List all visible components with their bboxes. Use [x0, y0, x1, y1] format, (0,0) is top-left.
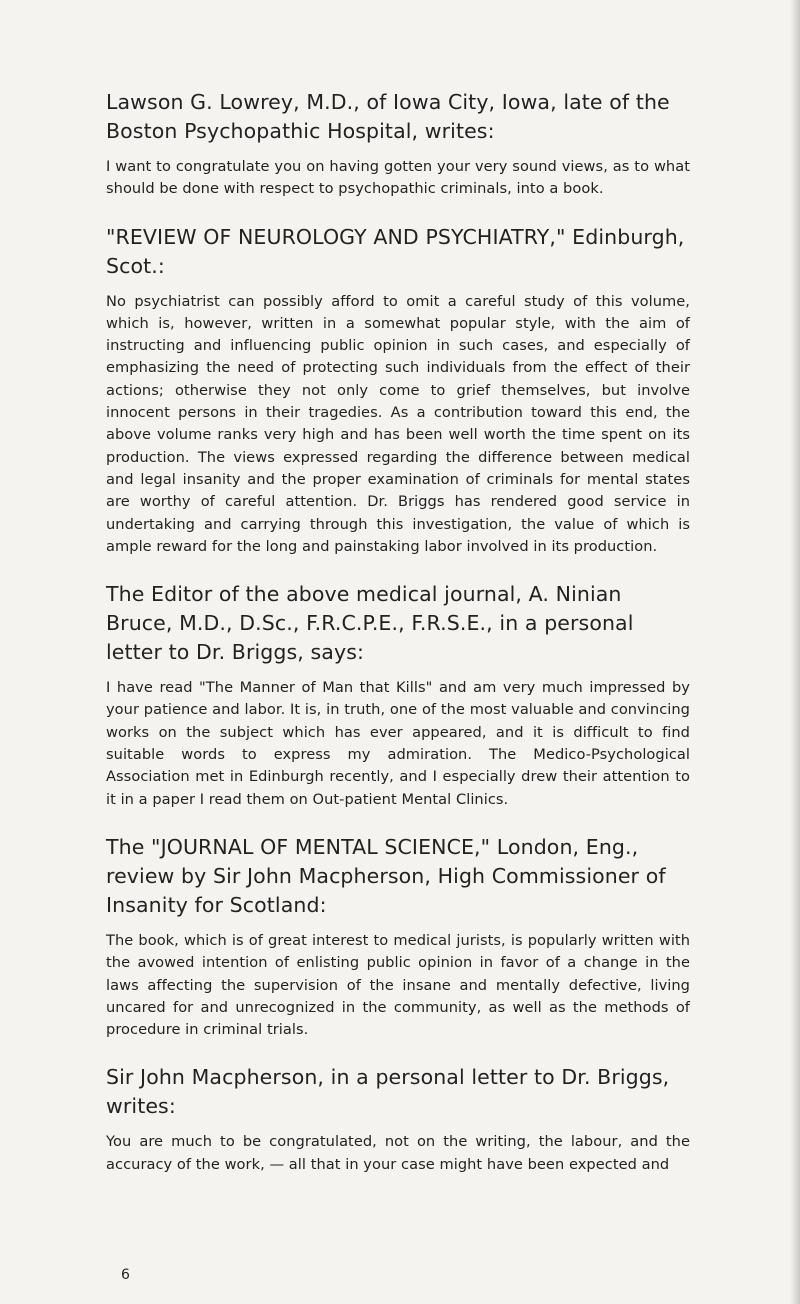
testimonial-lowrey	[106, 88, 690, 201]
page-edge-shadow	[790, 0, 800, 1304]
page-content	[106, 88, 690, 1176]
section-heading: Sir John Macpherson, in a personal letter to Dr. Briggs, writes:	[106, 1065, 670, 1119]
page-number: 6	[121, 1267, 130, 1283]
section-heading: "REVIEW OF NEUROLOGY AND PSYCHIATRY," Edinburgh, Scot.:	[106, 224, 685, 278]
section-body: You are much to be congratulated, not on the writing, the labour, and the accuracy of the work, — all that in your case might have been expected and	[106, 1133, 690, 1173]
section-body: The book, which is of great interest to medical jurists, is popularly written with the avowed intention of enlisting public opinion in favor of a change in the laws affecting the supervision of the insane and mentally defective, living uncared for and unrecognized in the community, as well as the methods of procedure in criminal trials.	[106, 931, 690, 1039]
testimonial-macpherson	[106, 1063, 690, 1176]
section-heading: Lawson G. Lowrey, M.D., of Iowa City, Iowa, late of the Boston Psychopathic Hospital, writes:	[106, 90, 670, 143]
section-heading: The Editor of the above medical journal, A. Ninian Bruce, M.D., D.Sc., F.R.C.P.E., F.R.S.E., in a personal letter to Dr. Briggs, says:	[106, 582, 634, 665]
testimonial-review-neurology	[106, 223, 690, 559]
section-heading: The "JOURNAL OF MENTAL SCIENCE," London, Eng., review by Sir John Macpherson, High Commissioner of Insanity for Scotland:	[106, 834, 666, 917]
section-body: I have read "The Manner of Man that Kills" and am very much impressed by your patience and labor. It is, in truth, one of the most valuable and convincing works on the subject which has ever appeared, and it is difficult to find suitable words to express my admiration. The Medico-Psychological Association met in Edinburgh recently, and I especially drew their attention to it in a paper I read them on Out-patient Mental Clinics.	[106, 679, 690, 808]
testimonial-bruce	[106, 580, 690, 811]
testimonial-journal-mental-science	[106, 833, 690, 1041]
section-body: No psychiatrist can possibly afford to omit a careful study of this volume, which is, however, written in a somewhat popular style, with the aim of instructing and influencing public opinion in such cases, and especially of emphasizing the need of protecting such individuals from the effect of their actions; otherwise they not only come to grief themselves, but involve innocent persons in their tragedies. As a contribution toward this end, the above volume ranks very high and has been well worth the time spent on its production. The views expressed regarding the difference between medical and legal insanity and the proper examination of criminals for mental states are worthy of careful attention. Dr. Briggs has rendered good service in undertaking and carrying through this investigation, the value of which is ample reward for the long and painstaking labor involved in its production.	[106, 292, 690, 555]
section-body: I want to congratulate you on having gotten your very sound views, as to what should be done with respect to psychopathic criminals, into a book.	[106, 158, 690, 198]
